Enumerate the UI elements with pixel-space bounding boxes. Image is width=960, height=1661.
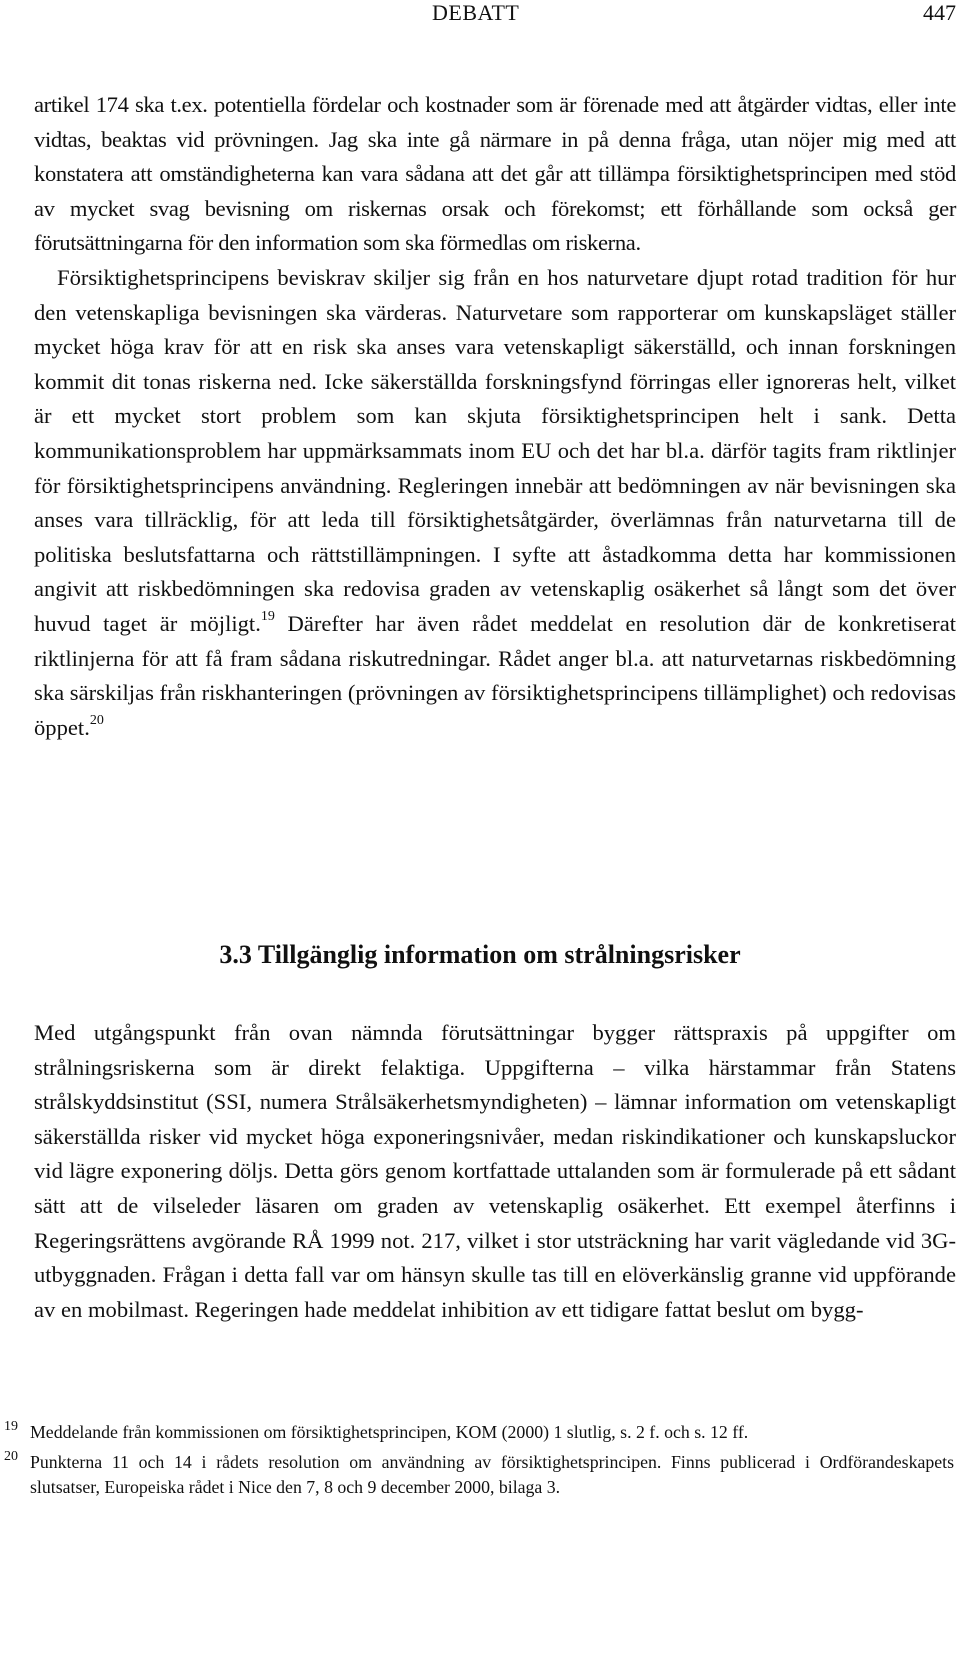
- paragraph-burden-of-proof-text: Försiktighetsprincipens beviskrav skiljer sig från en hos naturvetare djupt rotad tradition för hur den vetenskapliga bevisningen ska värderas. Naturvetare som rapporterar om kunskapsläget ställer mycket höga krav för att en risk ska anses vara vetenskapligt säkerställd, och innan forskningen kommit dit tonas riskerna ned. Icke säkerställda forskningsfynd förringas eller ignoreras helt, vilket är ett mycket stort problem som kan skjuta försiktighetsprincipen helt i sank. Detta kommunikationsproblem har uppmärksammats inom EU och det har bl.a. därför tagits fram riktlinjer för försiktighetsprincipens användning. Regleringen innebär att bedömningen av när bevisningen ska anses vara tillräcklig, för att leda till försiktighetsåtgärder, överlämnas från naturvetarna till de politiska beslutsfattarna och rättstillämpningen. I syfte att åstadkomma detta har kommissionen angivit att riskbedömningen ska redovisa graden av vetenskaplig osäkerhet så långt som det över huvud taget är möjligt.: [34, 264, 956, 636]
- footnote-text: Meddelande från kommissionen om försiktighetsprincipen, KOM (2000) 1 slutlig, s. 2 f. och s. 12 ff.: [30, 1422, 749, 1442]
- paragraph-precaution-assessment: artikel 174 ska t.ex. potentiella fördelar och kostnader som är förenade med att åtgärder vidtas, eller inte vidtas, beaktas vid prövningen. Jag ska inte gå närmare in på denna fråga, utan nöjer mig med att konstatera att omständigheterna kan vara sådana att det går att tillämpa försiktighetsprincipen med stöd av mycket svag bevisning om riskernas orsak och förekomst; ett förhållande som också ger förutsättningarna för den information som ska förmedlas om riskerna.: [34, 92, 956, 256]
- footnote-ref-19[interactable]: 19: [260, 609, 275, 625]
- footnote-number: 20: [4, 1448, 18, 1464]
- footnotes: [0, 1420, 960, 1505]
- section-paragraph: Med utgångspunkt från ovan nämnda förutsättningar bygger rättspraxis på uppgifter om strålningsriskerna som är direkt felaktiga. Uppgifterna – vilka härstammar från Statens strålskyddsinstitut (SSI, numera Strålsäkerhetsmyndigheten) – lämnar information om vetenskapligt säkerställda risker vid mycket höga exponeringsnivåer, medan riskindikationer och kunskapsluckor vid lägre exponering döljs. Detta görs genom kortfattade uttalanden som är formulerade på ett sådant sätt att de vilseleder läsaren om graden av vetenskaplig osäkerhet. Ett exempel återfinns i Regeringsrättens avgörande RÅ 1999 not. 217, vilket i stor utsträckning har varit vägledande vid 3G-utbyggnaden. Frågan i detta fall var om hänsyn skulle tas till en elöverkänslig granne vid uppförande av en mobilmast. Regeringen hade meddelat inhibition av ett tidigare fattat beslut om bygg-: [34, 1020, 956, 1322]
- body-text: [34, 88, 956, 745]
- paragraph-council-resolution-text: Därefter har även rådet meddelat en resolution där de konkretiserat riktlinjerna för att få fram sådana riskutredningar. Rådet anger bl.a. att naturvetarnas riskbedömning ska särskiljas från riskhanteringen (prövningen av försiktighetsprincipens tillämplighet) och redovisas öppet.: [34, 610, 956, 740]
- footnote-text: Punkterna 11 och 14 i rådets resolution om användning av försiktighetsprincipen. Finns publicerad i Ordförandeskapets slutsatser, Europeiska rådet i Nice den 7, 8 och 9 december 2000, bilaga 3.: [30, 1451, 954, 1497]
- footnote-ref-20[interactable]: 20: [89, 713, 104, 729]
- page-number: 447: [923, 0, 956, 25]
- running-head: DEBATT: [432, 0, 520, 25]
- footnote-19: [0, 1420, 954, 1446]
- section-heading: 3.3 Tillgänglig information om strålningsrisker: [219, 940, 741, 969]
- page-header: [0, 0, 960, 30]
- paragraph-burden-of-proof: [34, 261, 956, 745]
- footnote-number: 19: [4, 1419, 18, 1434]
- footnote-20: [0, 1450, 954, 1501]
